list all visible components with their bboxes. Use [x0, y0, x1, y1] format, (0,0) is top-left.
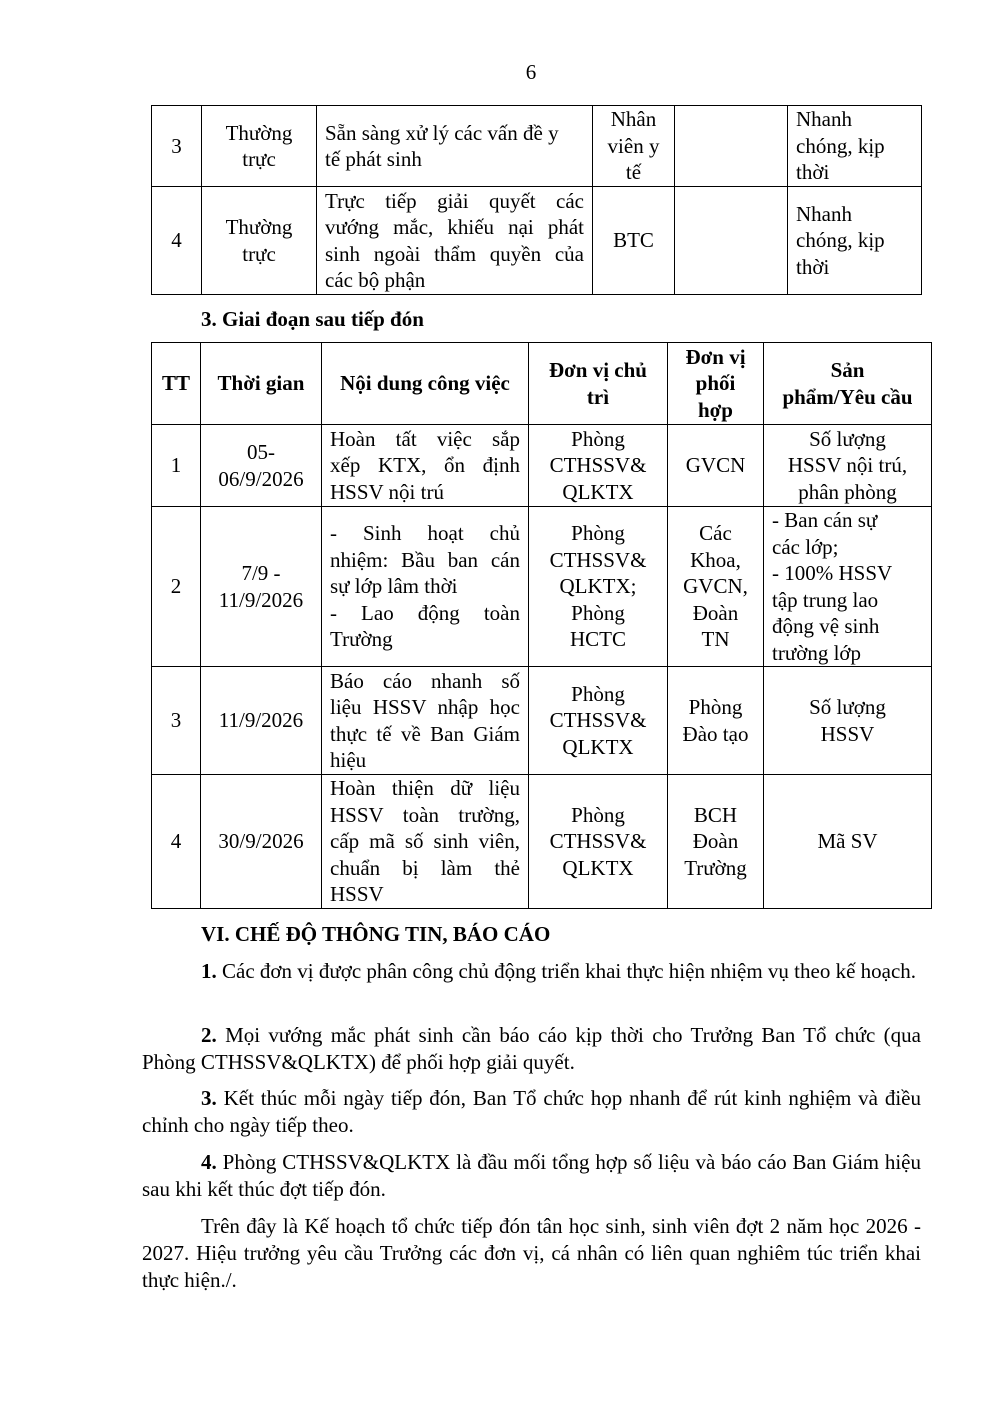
cell-time: 11/9/2026 — [201, 667, 322, 775]
paragraph-closing: Trên đây là Kế hoạch tổ chức tiếp đón tân học sinh, sinh viên đợt 2 năm học 2026 - 2027. Hiệu trưởng yêu cầu Trưởng các đơn vị, cá nhân có liên quan nghiêm túc triển khai thực hiện./. — [142, 1214, 921, 1292]
cell-tt: 4 — [152, 775, 201, 909]
cell-product: Số lượng HSSV nội trú, phân phòng — [764, 425, 932, 507]
cell-lead: Nhân viên y tế — [593, 106, 675, 187]
cell-tt: 3 — [152, 106, 202, 187]
cell-product: Nhanh chóng, kịp thời — [788, 187, 922, 295]
table-row — [152, 507, 932, 667]
cell-content: Trực tiếp giải quyết các vướng mắc, khiếu nại phát sinh ngoài thẩm quyền của các bộ phận — [317, 187, 593, 295]
cell-tt: 3 — [152, 667, 201, 775]
table-row — [152, 187, 922, 295]
table-row — [152, 425, 932, 507]
cell-time: 7/9 - 11/9/2026 — [201, 507, 322, 667]
cell-time: Thường trực — [202, 187, 317, 295]
header-time: Thời gian — [201, 343, 322, 425]
cell-coop: Các Khoa, GVCN, Đoàn TN — [668, 507, 764, 667]
table-row — [152, 667, 932, 775]
cell-lead: Phòng CTHSSV& QLKTX; Phòng HCTC — [529, 507, 668, 667]
paragraph-2: 2. Mọi vướng mắc phát sinh cần báo cáo kịp thời cho Trưởng Ban Tổ chức (qua Phòng CTHSSV&QLKTX) để phối hợp giải quyết. — [142, 1023, 921, 1074]
paragraph-3: 3. Kết thúc mỗi ngày tiếp đón, Ban Tổ chức họp nhanh để rút kinh nghiệm và điều chỉnh cho ngày tiếp theo. — [142, 1086, 921, 1137]
paragraph-1: 1. Các đơn vị được phân công chủ động triển khai thực hiện nhiệm vụ theo kế hoạch. — [201, 959, 917, 983]
header-lead: Đơn vị chủ trì — [529, 343, 668, 425]
header-content: Nội dung công việc — [322, 343, 529, 425]
cell-content: Sẵn sàng xử lý các vấn đề y tế phát sinh — [317, 106, 593, 187]
cell-lead: Phòng CTHSSV& QLKTX — [529, 667, 668, 775]
table-row — [152, 106, 922, 187]
schedule-table-continued — [151, 105, 922, 295]
cell-time: Thường trực — [202, 106, 317, 187]
cell-lead: Phòng CTHSSV& QLKTX — [529, 775, 668, 909]
cell-tt: 1 — [152, 425, 201, 507]
table-row — [152, 775, 932, 909]
cell-coop: Phòng Đào tạo — [668, 667, 764, 775]
header-product: Sản phẩm/Yêu cầu — [764, 343, 932, 425]
cell-coop — [675, 106, 788, 187]
cell-product: Số lượng HSSV — [764, 667, 932, 775]
cell-content: - Sinh hoạt chủ nhiệm: Bầu ban cán sự lớp lâm thời - Lao động toàn Trường — [322, 507, 529, 667]
post-reception-table — [151, 342, 932, 909]
table-header-row — [152, 343, 932, 425]
cell-tt: 2 — [152, 507, 201, 667]
cell-content: Báo cáo nhanh số liệu HSSV nhập học thực tế về Ban Giám hiệu — [322, 667, 529, 775]
cell-time: 30/9/2026 — [201, 775, 322, 909]
paragraph-4: 4. Phòng CTHSSV&QLKTX là đầu mối tổng hợp số liệu và báo cáo Ban Giám hiệu sau khi kết thúc đợt tiếp đón. — [142, 1150, 921, 1201]
cell-coop — [675, 187, 788, 295]
cell-product: Nhanh chóng, kịp thời — [788, 106, 922, 187]
header-coop: Đơn vị phối hợp — [668, 343, 764, 425]
cell-time: 05- 06/9/2026 — [201, 425, 322, 507]
cell-lead: Phòng CTHSSV& QLKTX — [529, 425, 668, 507]
header-tt: TT — [152, 343, 201, 425]
page-number: 6 — [525, 60, 537, 84]
cell-product: Mã SV — [764, 775, 932, 909]
cell-lead: BTC — [593, 187, 675, 295]
cell-product: - Ban cán sự các lớp; - 100% HSSV tập trung lao động vệ sinh trường lớp — [764, 507, 932, 667]
cell-coop: GVCN — [668, 425, 764, 507]
cell-tt: 4 — [152, 187, 202, 295]
section-3-title: 3. Giai đoạn sau tiếp đón — [201, 307, 424, 331]
cell-content: Hoàn tất việc sắp xếp KTX, ổn định HSSV nội trú — [322, 425, 529, 507]
cell-coop: BCH Đoàn Trường — [668, 775, 764, 909]
section-6-title: VI. CHẾ ĐỘ THÔNG TIN, BÁO CÁO — [201, 922, 551, 946]
cell-content: Hoàn thiện dữ liệu HSSV toàn trường, cấp mã số sinh viên, chuẩn bị làm thẻ HSSV — [322, 775, 529, 909]
